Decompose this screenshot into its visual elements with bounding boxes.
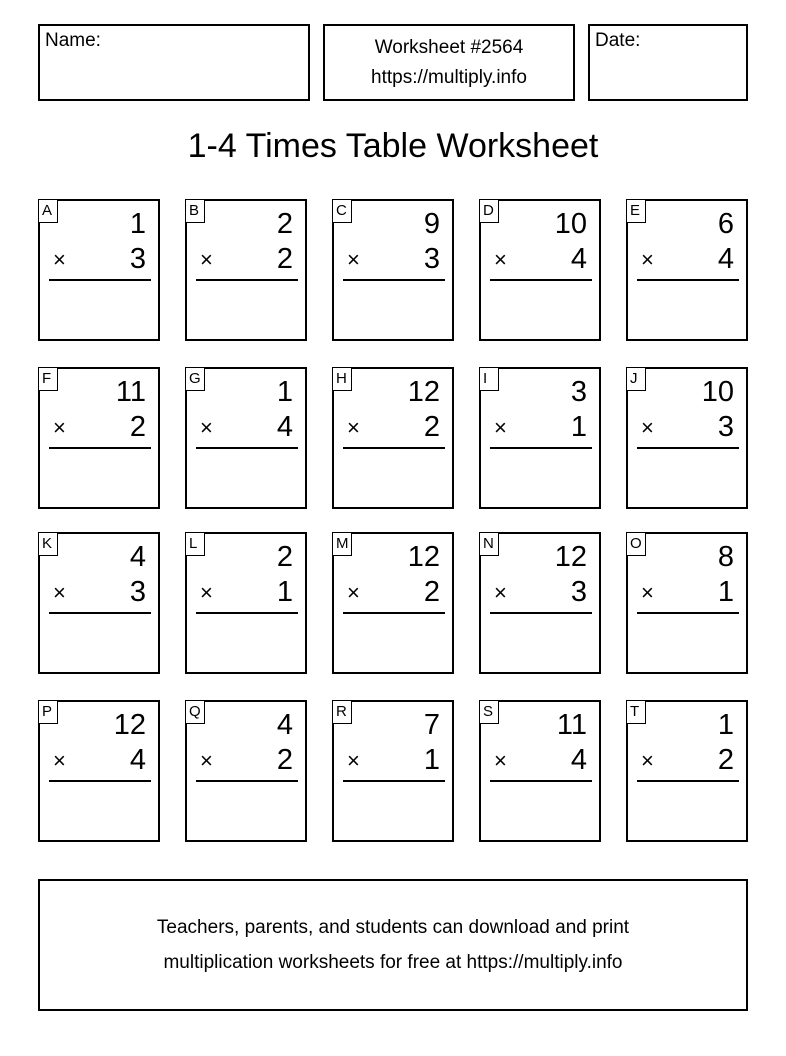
answer-line	[490, 279, 592, 281]
problem-n[interactable]	[479, 532, 601, 674]
answer-line	[490, 447, 592, 449]
answer-line	[637, 279, 739, 281]
answer-line	[343, 612, 445, 614]
answer-line	[490, 780, 592, 782]
multiplicand: 9	[423, 208, 440, 240]
worksheet-site: https://multiply.info	[371, 67, 527, 88]
multiplicand: 8	[717, 541, 734, 573]
problem-label: I	[479, 367, 499, 391]
multiplier: 4	[276, 411, 293, 443]
multiplier: 3	[129, 576, 146, 608]
multiplier: 3	[570, 576, 587, 608]
answer-line	[637, 447, 739, 449]
multiplier: 1	[423, 744, 440, 776]
answer-line	[49, 279, 151, 281]
footer-line-2: multiplication worksheets for free at https://multiply.info	[163, 952, 623, 973]
multiplicand: 3	[570, 376, 587, 408]
multiplier: 1	[276, 576, 293, 608]
problem-h[interactable]	[332, 367, 454, 509]
problem-c[interactable]	[332, 199, 454, 341]
multiplier: 4	[717, 243, 734, 275]
problem-label: G	[185, 367, 205, 391]
answer-line	[343, 279, 445, 281]
problem-grid	[38, 199, 748, 842]
problem-k[interactable]	[38, 532, 160, 674]
times-sign: ×	[494, 247, 507, 272]
multiplicand: 1	[129, 208, 146, 240]
problem-f[interactable]	[38, 367, 160, 509]
multiplicand: 6	[717, 208, 734, 240]
problem-label: D	[479, 199, 499, 223]
multiplicand: 11	[115, 376, 146, 408]
times-sign: ×	[494, 748, 507, 773]
page-title: 1-4 Times Table Worksheet	[187, 127, 599, 165]
problem-g[interactable]	[185, 367, 307, 509]
times-sign: ×	[641, 748, 654, 773]
worksheet-info-box	[323, 24, 575, 101]
problem-label: A	[38, 199, 58, 223]
multiplier: 4	[570, 744, 587, 776]
answer-line	[196, 612, 298, 614]
times-sign: ×	[200, 580, 213, 605]
problem-label: F	[38, 367, 58, 391]
problem-label: T	[626, 700, 646, 724]
multiplicand: 12	[113, 709, 146, 741]
multiplicand: 11	[556, 709, 587, 741]
times-sign: ×	[53, 415, 66, 440]
multiplicand: 4	[129, 541, 146, 573]
multiplicand: 12	[407, 376, 440, 408]
answer-line	[343, 780, 445, 782]
name-field[interactable]	[38, 24, 310, 101]
times-sign: ×	[347, 580, 360, 605]
footer-box	[38, 879, 748, 1011]
problem-label: E	[626, 199, 646, 223]
problem-j[interactable]	[626, 367, 748, 509]
times-sign: ×	[53, 748, 66, 773]
times-sign: ×	[641, 415, 654, 440]
problem-e[interactable]	[626, 199, 748, 341]
multiplier: 2	[423, 576, 440, 608]
worksheet-number: Worksheet #2564	[374, 37, 524, 58]
multiplier: 1	[570, 411, 587, 443]
answer-line	[196, 780, 298, 782]
problem-r[interactable]	[332, 700, 454, 842]
problem-label: S	[479, 700, 499, 724]
multiplier: 2	[276, 243, 293, 275]
problem-label: J	[626, 367, 646, 391]
multiplicand: 4	[276, 709, 293, 741]
answer-line	[343, 447, 445, 449]
times-sign: ×	[347, 415, 360, 440]
problem-t[interactable]	[626, 700, 748, 842]
multiplier: 2	[423, 411, 440, 443]
multiplicand: 1	[717, 709, 734, 741]
times-sign: ×	[53, 580, 66, 605]
multiplicand: 10	[554, 208, 587, 240]
answer-line	[637, 780, 739, 782]
multiplicand: 12	[407, 541, 440, 573]
problem-label: Q	[185, 700, 205, 724]
multiplicand: 12	[554, 541, 587, 573]
problem-a[interactable]	[38, 199, 160, 341]
problem-s[interactable]	[479, 700, 601, 842]
times-sign: ×	[200, 748, 213, 773]
multiplier: 4	[129, 744, 146, 776]
problem-o[interactable]	[626, 532, 748, 674]
multiplier: 3	[423, 243, 440, 275]
answer-line	[49, 447, 151, 449]
footer-line-1: Teachers, parents, and students can download and print	[156, 917, 630, 938]
multiplier: 4	[570, 243, 587, 275]
multiplier: 1	[717, 576, 734, 608]
times-sign: ×	[200, 247, 213, 272]
problem-label: M	[332, 532, 352, 556]
problem-l[interactable]	[185, 532, 307, 674]
problem-label: H	[332, 367, 352, 391]
problem-b[interactable]	[185, 199, 307, 341]
multiplier: 2	[129, 411, 146, 443]
times-sign: ×	[53, 247, 66, 272]
multiplicand: 7	[423, 709, 440, 741]
multiplicand: 2	[276, 541, 293, 573]
multiplier: 2	[276, 744, 293, 776]
times-sign: ×	[200, 415, 213, 440]
answer-line	[49, 780, 151, 782]
multiplicand: 1	[276, 376, 293, 408]
problem-q[interactable]	[185, 700, 307, 842]
times-sign: ×	[347, 748, 360, 773]
problem-label: L	[185, 532, 205, 556]
problem-label: K	[38, 532, 58, 556]
times-sign: ×	[641, 580, 654, 605]
multiplier: 3	[717, 411, 734, 443]
problem-label: O	[626, 532, 646, 556]
multiplier: 3	[129, 243, 146, 275]
problem-i[interactable]	[479, 367, 601, 509]
problem-label: B	[185, 199, 205, 223]
multiplier: 2	[717, 744, 734, 776]
answer-line	[196, 279, 298, 281]
multiplicand: 2	[276, 208, 293, 240]
problem-label: R	[332, 700, 352, 724]
answer-line	[196, 447, 298, 449]
problem-label: C	[332, 199, 352, 223]
answer-line	[637, 612, 739, 614]
problem-p[interactable]	[38, 700, 160, 842]
problem-label: N	[479, 532, 499, 556]
problem-label: P	[38, 700, 58, 724]
times-sign: ×	[641, 247, 654, 272]
problem-d[interactable]	[479, 199, 601, 341]
name-label: Name:	[45, 30, 101, 51]
date-label: Date:	[595, 30, 641, 51]
problem-m[interactable]	[332, 532, 454, 674]
multiplicand: 10	[701, 376, 734, 408]
answer-line	[490, 612, 592, 614]
answer-line	[49, 612, 151, 614]
date-field[interactable]	[588, 24, 748, 101]
times-sign: ×	[494, 580, 507, 605]
times-sign: ×	[347, 247, 360, 272]
times-sign: ×	[494, 415, 507, 440]
